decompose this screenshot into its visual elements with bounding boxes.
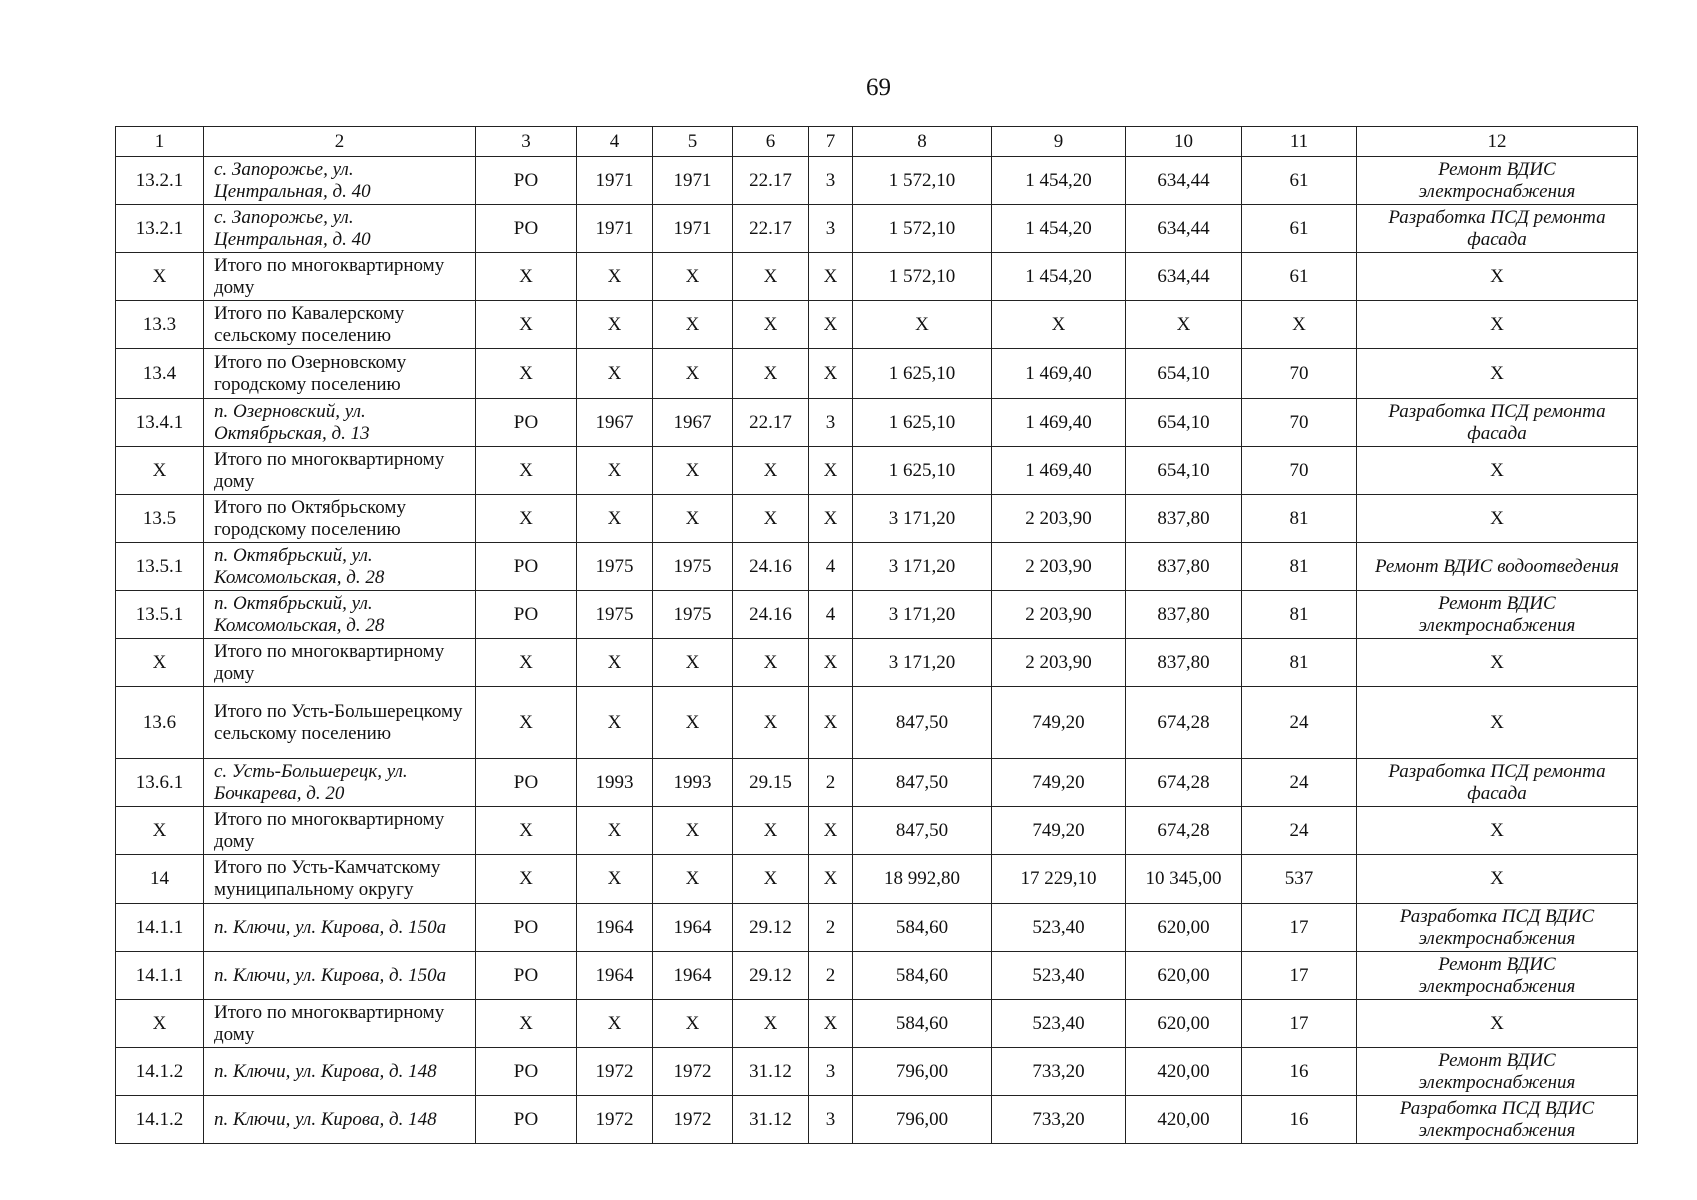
cost-cell: 837,80 — [1126, 495, 1242, 543]
table-row — [116, 543, 1638, 591]
cost-cell: 674,28 — [1126, 759, 1242, 807]
living-area-cell: 1 469,40 — [992, 447, 1126, 495]
total-area-cell: 796,00 — [853, 1048, 992, 1096]
column-number-cell: 8 — [853, 127, 992, 157]
wall-material-cell: Х — [733, 349, 809, 399]
living-area-cell: 749,20 — [992, 759, 1126, 807]
year-built-cell: 1975 — [577, 543, 653, 591]
type-cell: Х — [476, 807, 577, 855]
work-type-cell: Разработка ПСД ВДИС электроснабжения — [1357, 904, 1638, 952]
work-type-cell: Х — [1357, 447, 1638, 495]
year-commissioned-cell: Х — [653, 639, 733, 687]
type-cell: Х — [476, 301, 577, 349]
column-number-cell: 7 — [809, 127, 853, 157]
address-cell: Итого по многоквартирному дому — [204, 639, 476, 687]
type-cell: РО — [476, 205, 577, 253]
address-cell: Итого по многоквартирному дому — [204, 807, 476, 855]
cost-cell: 620,00 — [1126, 904, 1242, 952]
wall-material-cell: 24.16 — [733, 543, 809, 591]
cost-cell: 634,44 — [1126, 157, 1242, 205]
floors-cell: 3 — [809, 1096, 853, 1144]
total-area-cell: 847,50 — [853, 807, 992, 855]
year-built-cell: Х — [577, 807, 653, 855]
table-row — [116, 591, 1638, 639]
column-number-cell: 1 — [116, 127, 204, 157]
cost-cell: 620,00 — [1126, 952, 1242, 1000]
address-cell: с. Запорожье, ул. Центральная, д. 40 — [204, 157, 476, 205]
wall-material-cell: Х — [733, 639, 809, 687]
cost-cell: 634,44 — [1126, 205, 1242, 253]
type-cell: Х — [476, 855, 577, 904]
residents-cell: 537 — [1242, 855, 1357, 904]
year-commissioned-cell: 1993 — [653, 759, 733, 807]
living-area-cell: 733,20 — [992, 1096, 1126, 1144]
total-area-cell: 796,00 — [853, 1096, 992, 1144]
total-area-cell: 1 572,10 — [853, 253, 992, 301]
page-number: 69 — [866, 74, 891, 101]
total-area-cell: 3 171,20 — [853, 543, 992, 591]
residents-cell: 70 — [1242, 349, 1357, 399]
year-commissioned-cell: 1972 — [653, 1096, 733, 1144]
address-cell: п. Октябрьский, ул. Комсомольская, д. 28 — [204, 543, 476, 591]
cost-cell: 837,80 — [1126, 591, 1242, 639]
year-built-cell: Х — [577, 447, 653, 495]
address-cell: с. Усть-Большерецк, ул. Бочкарева, д. 20 — [204, 759, 476, 807]
row-number-cell: 13.2.1 — [116, 205, 204, 253]
row-number-cell: 13.3 — [116, 301, 204, 349]
wall-material-cell: Х — [733, 447, 809, 495]
work-type-cell: Х — [1357, 687, 1638, 759]
table-row — [116, 349, 1638, 399]
year-commissioned-cell: Х — [653, 807, 733, 855]
row-number-cell: Х — [116, 1000, 204, 1048]
table-row — [116, 301, 1638, 349]
work-type-cell: Х — [1357, 495, 1638, 543]
table-row — [116, 807, 1638, 855]
year-built-cell: 1971 — [577, 157, 653, 205]
row-number-cell: 13.5 — [116, 495, 204, 543]
floors-cell: Х — [809, 495, 853, 543]
wall-material-cell: 31.12 — [733, 1048, 809, 1096]
year-commissioned-cell: 1972 — [653, 1048, 733, 1096]
cost-cell: 837,80 — [1126, 543, 1242, 591]
work-type-cell: Х — [1357, 301, 1638, 349]
wall-material-cell: Х — [733, 495, 809, 543]
row-number-cell: 14.1.1 — [116, 952, 204, 1000]
wall-material-cell: Х — [733, 855, 809, 904]
work-type-cell: Х — [1357, 253, 1638, 301]
year-built-cell: 1967 — [577, 399, 653, 447]
year-built-cell: Х — [577, 495, 653, 543]
year-commissioned-cell: 1971 — [653, 157, 733, 205]
column-number-cell: 6 — [733, 127, 809, 157]
living-area-cell: 523,40 — [992, 904, 1126, 952]
total-area-cell: 584,60 — [853, 904, 992, 952]
living-area-cell: 523,40 — [992, 1000, 1126, 1048]
type-cell: Х — [476, 495, 577, 543]
type-cell: РО — [476, 1096, 577, 1144]
table-row — [116, 1048, 1638, 1096]
total-area-cell: 1 572,10 — [853, 205, 992, 253]
living-area-cell: 1 469,40 — [992, 399, 1126, 447]
residents-cell: 70 — [1242, 447, 1357, 495]
floors-cell: Х — [809, 349, 853, 399]
year-built-cell: Х — [577, 855, 653, 904]
address-cell: Итого по Октябрьскому городскому поселению — [204, 495, 476, 543]
type-cell: Х — [476, 253, 577, 301]
floors-cell: 3 — [809, 1048, 853, 1096]
residents-cell: 16 — [1242, 1048, 1357, 1096]
table-row — [116, 1096, 1638, 1144]
total-area-cell: 847,50 — [853, 759, 992, 807]
residents-cell: 81 — [1242, 495, 1357, 543]
work-type-cell: Х — [1357, 855, 1638, 904]
row-number-cell: 13.6.1 — [116, 759, 204, 807]
cost-cell: 654,10 — [1126, 399, 1242, 447]
row-number-cell: 13.4.1 — [116, 399, 204, 447]
work-type-cell: Разработка ПСД ремонта фасада — [1357, 205, 1638, 253]
address-cell: п. Ключи, ул. Кирова, д. 150а — [204, 952, 476, 1000]
living-area-cell: 17 229,10 — [992, 855, 1126, 904]
year-commissioned-cell: Х — [653, 855, 733, 904]
living-area-cell: 749,20 — [992, 807, 1126, 855]
year-commissioned-cell: Х — [653, 447, 733, 495]
residents-cell: 17 — [1242, 952, 1357, 1000]
total-area-cell: 584,60 — [853, 952, 992, 1000]
cost-cell: 620,00 — [1126, 1000, 1242, 1048]
row-number-cell: Х — [116, 807, 204, 855]
table-row — [116, 399, 1638, 447]
address-cell: Итого по многоквартирному дому — [204, 447, 476, 495]
column-number-cell: 5 — [653, 127, 733, 157]
residents-cell: 24 — [1242, 687, 1357, 759]
table-row — [116, 639, 1638, 687]
living-area-cell: 2 203,90 — [992, 591, 1126, 639]
address-cell: п. Октябрьский, ул. Комсомольская, д. 28 — [204, 591, 476, 639]
wall-material-cell: 22.17 — [733, 157, 809, 205]
residents-cell: 61 — [1242, 157, 1357, 205]
address-cell: п. Озерновский, ул. Октябрьская, д. 13 — [204, 399, 476, 447]
living-area-cell: 1 454,20 — [992, 205, 1126, 253]
year-built-cell: 1975 — [577, 591, 653, 639]
year-built-cell: 1972 — [577, 1048, 653, 1096]
year-commissioned-cell: Х — [653, 253, 733, 301]
type-cell: РО — [476, 1048, 577, 1096]
wall-material-cell: 24.16 — [733, 591, 809, 639]
table-row — [116, 759, 1638, 807]
total-area-cell: 847,50 — [853, 687, 992, 759]
cost-cell: 654,10 — [1126, 447, 1242, 495]
floors-cell: Х — [809, 639, 853, 687]
work-type-cell: Х — [1357, 349, 1638, 399]
year-commissioned-cell: 1975 — [653, 591, 733, 639]
floors-cell: Х — [809, 447, 853, 495]
address-cell: п. Ключи, ул. Кирова, д. 148 — [204, 1048, 476, 1096]
year-commissioned-cell: Х — [653, 495, 733, 543]
year-built-cell: Х — [577, 253, 653, 301]
floors-cell: Х — [809, 687, 853, 759]
total-area-cell: 1 625,10 — [853, 447, 992, 495]
living-area-cell: 2 203,90 — [992, 495, 1126, 543]
type-cell: Х — [476, 1000, 577, 1048]
year-commissioned-cell: 1964 — [653, 904, 733, 952]
year-built-cell: Х — [577, 301, 653, 349]
residents-cell: 81 — [1242, 543, 1357, 591]
table-row — [116, 447, 1638, 495]
total-area-cell: 1 625,10 — [853, 399, 992, 447]
floors-cell: 3 — [809, 205, 853, 253]
column-number-cell: 12 — [1357, 127, 1638, 157]
total-area-cell: 3 171,20 — [853, 495, 992, 543]
work-type-cell: Х — [1357, 639, 1638, 687]
year-commissioned-cell: Х — [653, 301, 733, 349]
wall-material-cell: 22.17 — [733, 205, 809, 253]
living-area-cell: 1 454,20 — [992, 157, 1126, 205]
column-number-cell: 3 — [476, 127, 577, 157]
type-cell: РО — [476, 543, 577, 591]
total-area-cell: 3 171,20 — [853, 591, 992, 639]
floors-cell: Х — [809, 807, 853, 855]
floors-cell: Х — [809, 301, 853, 349]
column-number-cell: 4 — [577, 127, 653, 157]
row-number-cell: 14.1.2 — [116, 1096, 204, 1144]
floors-cell: Х — [809, 1000, 853, 1048]
floors-cell: Х — [809, 253, 853, 301]
type-cell: РО — [476, 157, 577, 205]
living-area-cell: 2 203,90 — [992, 639, 1126, 687]
type-cell: Х — [476, 639, 577, 687]
cost-cell: Х — [1126, 301, 1242, 349]
wall-material-cell: 22.17 — [733, 399, 809, 447]
cost-cell: 634,44 — [1126, 253, 1242, 301]
year-commissioned-cell: Х — [653, 349, 733, 399]
living-area-cell: 749,20 — [992, 687, 1126, 759]
row-number-cell: Х — [116, 253, 204, 301]
residents-cell: 24 — [1242, 759, 1357, 807]
address-cell: Итого по Усть-Большерецкому сельскому поселению — [204, 687, 476, 759]
residents-cell: 17 — [1242, 1000, 1357, 1048]
table-row — [116, 952, 1638, 1000]
year-built-cell: Х — [577, 349, 653, 399]
total-area-cell: 18 992,80 — [853, 855, 992, 904]
year-built-cell: Х — [577, 687, 653, 759]
year-commissioned-cell: 1964 — [653, 952, 733, 1000]
cost-cell: 654,10 — [1126, 349, 1242, 399]
year-built-cell: 1971 — [577, 205, 653, 253]
table-row — [116, 157, 1638, 205]
table-row — [116, 205, 1638, 253]
type-cell: РО — [476, 591, 577, 639]
row-number-cell: 13.2.1 — [116, 157, 204, 205]
year-built-cell: Х — [577, 639, 653, 687]
work-type-cell: Ремонт ВДИС электроснабжения — [1357, 157, 1638, 205]
floors-cell: Х — [809, 855, 853, 904]
cost-cell: 674,28 — [1126, 687, 1242, 759]
wall-material-cell: Х — [733, 253, 809, 301]
year-built-cell: Х — [577, 1000, 653, 1048]
work-type-cell: Разработка ПСД ремонта фасада — [1357, 759, 1638, 807]
living-area-cell: Х — [992, 301, 1126, 349]
table-row — [116, 904, 1638, 952]
table-row — [116, 687, 1638, 759]
address-cell: Итого по Усть-Камчатскому муниципальному округу — [204, 855, 476, 904]
work-type-cell: Разработка ПСД ВДИС электроснабжения — [1357, 1096, 1638, 1144]
type-cell: Х — [476, 447, 577, 495]
floors-cell: 2 — [809, 904, 853, 952]
row-number-cell: Х — [116, 447, 204, 495]
residents-cell: 81 — [1242, 639, 1357, 687]
total-area-cell: 584,60 — [853, 1000, 992, 1048]
living-area-cell: 2 203,90 — [992, 543, 1126, 591]
wall-material-cell: Х — [733, 687, 809, 759]
cost-cell: 10 345,00 — [1126, 855, 1242, 904]
work-type-cell: Ремонт ВДИС электроснабжения — [1357, 1048, 1638, 1096]
cost-cell: 674,28 — [1126, 807, 1242, 855]
column-number-cell: 11 — [1242, 127, 1357, 157]
wall-material-cell: 29.15 — [733, 759, 809, 807]
address-cell: Итого по многоквартирному дому — [204, 1000, 476, 1048]
floors-cell: 2 — [809, 759, 853, 807]
row-number-cell: 13.5.1 — [116, 591, 204, 639]
work-type-cell: Ремонт ВДИС водоотведения — [1357, 543, 1638, 591]
total-area-cell: 1 572,10 — [853, 157, 992, 205]
floors-cell: 4 — [809, 543, 853, 591]
residents-cell: Х — [1242, 301, 1357, 349]
year-commissioned-cell: 1967 — [653, 399, 733, 447]
residents-cell: 61 — [1242, 205, 1357, 253]
row-number-cell: 13.4 — [116, 349, 204, 399]
row-number-cell: 14.1.1 — [116, 904, 204, 952]
year-built-cell: 1964 — [577, 904, 653, 952]
table-row — [116, 1000, 1638, 1048]
address-cell: с. Запорожье, ул. Центральная, д. 40 — [204, 205, 476, 253]
wall-material-cell: 29.12 — [733, 952, 809, 1000]
year-commissioned-cell: Х — [653, 687, 733, 759]
year-built-cell: 1964 — [577, 952, 653, 1000]
column-number-cell: 10 — [1126, 127, 1242, 157]
work-type-cell: Х — [1357, 1000, 1638, 1048]
table-row — [116, 855, 1638, 904]
row-number-cell: 13.6 — [116, 687, 204, 759]
floors-cell: 2 — [809, 952, 853, 1000]
work-type-cell: Ремонт ВДИС электроснабжения — [1357, 952, 1638, 1000]
address-cell: Итого по многоквартирному дому — [204, 253, 476, 301]
floors-cell: 3 — [809, 157, 853, 205]
work-type-cell: Разработка ПСД ремонта фасада — [1357, 399, 1638, 447]
address-cell: п. Ключи, ул. Кирова, д. 150а — [204, 904, 476, 952]
table-row — [116, 495, 1638, 543]
living-area-cell: 733,20 — [992, 1048, 1126, 1096]
column-number-cell: 9 — [992, 127, 1126, 157]
year-commissioned-cell: 1971 — [653, 205, 733, 253]
address-cell: п. Ключи, ул. Кирова, д. 148 — [204, 1096, 476, 1144]
wall-material-cell: 29.12 — [733, 904, 809, 952]
cost-cell: 837,80 — [1126, 639, 1242, 687]
year-commissioned-cell: Х — [653, 1000, 733, 1048]
work-type-cell: Х — [1357, 807, 1638, 855]
wall-material-cell: Х — [733, 807, 809, 855]
address-cell: Итого по Кавалерскому сельскому поселению — [204, 301, 476, 349]
residents-cell: 24 — [1242, 807, 1357, 855]
year-built-cell: 1993 — [577, 759, 653, 807]
row-number-cell: 14 — [116, 855, 204, 904]
column-number-cell: 2 — [204, 127, 476, 157]
row-number-cell: 14.1.2 — [116, 1048, 204, 1096]
residents-cell: 17 — [1242, 904, 1357, 952]
type-cell: РО — [476, 952, 577, 1000]
residents-cell: 81 — [1242, 591, 1357, 639]
living-area-cell: 1 469,40 — [992, 349, 1126, 399]
year-commissioned-cell: 1975 — [653, 543, 733, 591]
residents-cell: 61 — [1242, 253, 1357, 301]
total-area-cell: 1 625,10 — [853, 349, 992, 399]
type-cell: РО — [476, 759, 577, 807]
total-area-cell: Х — [853, 301, 992, 349]
work-type-cell: Ремонт ВДИС электроснабжения — [1357, 591, 1638, 639]
residents-cell: 70 — [1242, 399, 1357, 447]
wall-material-cell: Х — [733, 1000, 809, 1048]
cost-cell: 420,00 — [1126, 1048, 1242, 1096]
living-area-cell: 523,40 — [992, 952, 1126, 1000]
floors-cell: 3 — [809, 399, 853, 447]
capital-repair-table — [115, 126, 1638, 1144]
type-cell: РО — [476, 904, 577, 952]
type-cell: Х — [476, 349, 577, 399]
wall-material-cell: Х — [733, 301, 809, 349]
table-row — [116, 253, 1638, 301]
type-cell: Х — [476, 687, 577, 759]
year-built-cell: 1972 — [577, 1096, 653, 1144]
floors-cell: 4 — [809, 591, 853, 639]
wall-material-cell: 31.12 — [733, 1096, 809, 1144]
total-area-cell: 3 171,20 — [853, 639, 992, 687]
table-header-row — [116, 127, 1638, 157]
living-area-cell: 1 454,20 — [992, 253, 1126, 301]
address-cell: Итого по Озерновскому городскому поселению — [204, 349, 476, 399]
residents-cell: 16 — [1242, 1096, 1357, 1144]
row-number-cell: 13.5.1 — [116, 543, 204, 591]
row-number-cell: Х — [116, 639, 204, 687]
type-cell: РО — [476, 399, 577, 447]
cost-cell: 420,00 — [1126, 1096, 1242, 1144]
